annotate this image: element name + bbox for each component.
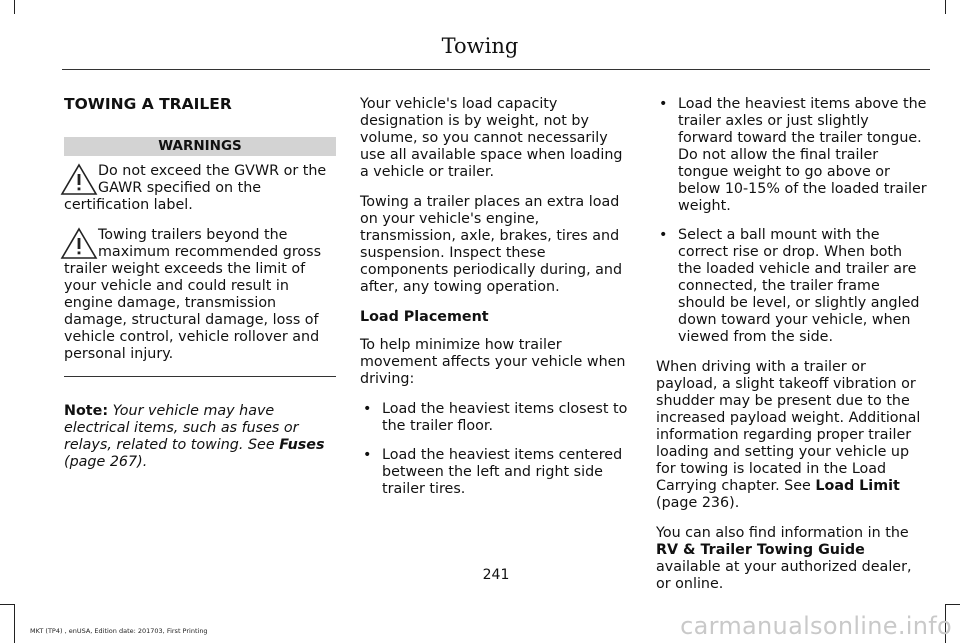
note-paragraph (64, 403, 336, 471)
watermark: carmanualsonline.info (680, 612, 952, 640)
bullet: • (363, 447, 372, 463)
paragraph: Your vehicle's load capacity designation is by weight, not by volume, so you cannot necessarily use all available space when loading a vehicle or trailer. (360, 96, 623, 180)
paragraph-text: You can also find information in the (656, 525, 909, 541)
rv-trailer-guide-name: RV & Trailer Towing Guide (656, 542, 865, 558)
crop-mark (0, 604, 14, 605)
bullet: • (659, 227, 668, 243)
list-item (656, 227, 928, 346)
warning-triangle-icon (60, 227, 98, 261)
paragraph-text: available at your authorized dealer, or online. (656, 559, 912, 592)
paragraph: Towing a trailer places an extra load on your vehicle's engine, transmission, axle, brakes, tires and suspension. Inspect these components periodically during, and after, any towing operation. (360, 194, 623, 295)
column-right (656, 96, 928, 606)
list-item-text: Load the heaviest items above the trailer axles or just slightly forward toward the trailer tongue. Do not allow the final trailer tongue weight to go above or below 10-15% of the loaded trailer weight. (678, 96, 927, 214)
crop-mark (14, 0, 15, 14)
list-item (360, 401, 632, 435)
bullet: • (659, 96, 668, 112)
warning-block (64, 163, 336, 214)
section-title: TOWING A TRAILER (64, 95, 232, 113)
divider (64, 376, 336, 377)
warning-block (64, 227, 336, 363)
note-text: Your vehicle may have electrical items, such as fuses or relays, related to towing. See (64, 403, 299, 453)
list-item-text: Load the heaviest items closest to the trailer floor. (382, 401, 628, 434)
paragraph (656, 359, 928, 512)
column-middle (360, 96, 632, 511)
list-item (360, 447, 632, 498)
page-header-title: Towing (441, 34, 519, 58)
footer-edition: MKT (TP4) , enUSA, Edition date: 201703, First Printing (30, 627, 208, 635)
warning-text: Do not exceed the GVWR or the GAWR specified on the certification label. (64, 163, 327, 213)
crop-mark (14, 604, 15, 643)
paragraph-text: When driving with a trailer or payload, a slight takeoff vibration or shudder may be present due to the increased payload weight. Additional information regarding proper trailer loading and setting your vehicle up for towing is located in the Load Carrying chapter. See (656, 359, 921, 494)
column-left (64, 96, 336, 484)
load-limit-link[interactable]: Load Limit (815, 478, 900, 494)
warning-triangle-icon (60, 163, 98, 197)
crop-mark (945, 0, 946, 14)
subheading: Load Placement (360, 309, 489, 325)
bullet: • (363, 401, 372, 417)
warnings-banner: WARNINGS (64, 137, 336, 156)
page-ref: (page 236). (656, 495, 740, 511)
list-item-text: Select a ball mount with the correct rise or drop. When both the loaded vehicle and trailer are connected, the trailer frame should be level, or slightly angled down toward your vehicle, when viewed from the side. (678, 227, 920, 345)
page-number: 241 (482, 567, 510, 583)
bullet-list (360, 401, 632, 498)
note-label: Note: (64, 403, 109, 419)
bullet-list (656, 96, 928, 346)
paragraph: To help minimize how trailer movement affects your vehicle when driving: (360, 337, 626, 387)
note-page-ref: (page 267). (64, 454, 148, 470)
fuses-link[interactable]: Fuses (279, 437, 325, 453)
header-rule (62, 69, 930, 70)
warning-text: Towing trailers beyond the maximum recommended gross trailer weight exceeds the limit of your vehicle and could result in engine damage, transmission damage, structural damage, loss of vehicle control, vehicle rollover and personal injury. (64, 227, 322, 362)
list-item-text: Load the heaviest items centered between the left and right side trailer tires. (382, 447, 623, 497)
list-item (656, 96, 928, 215)
crop-mark (946, 604, 960, 605)
